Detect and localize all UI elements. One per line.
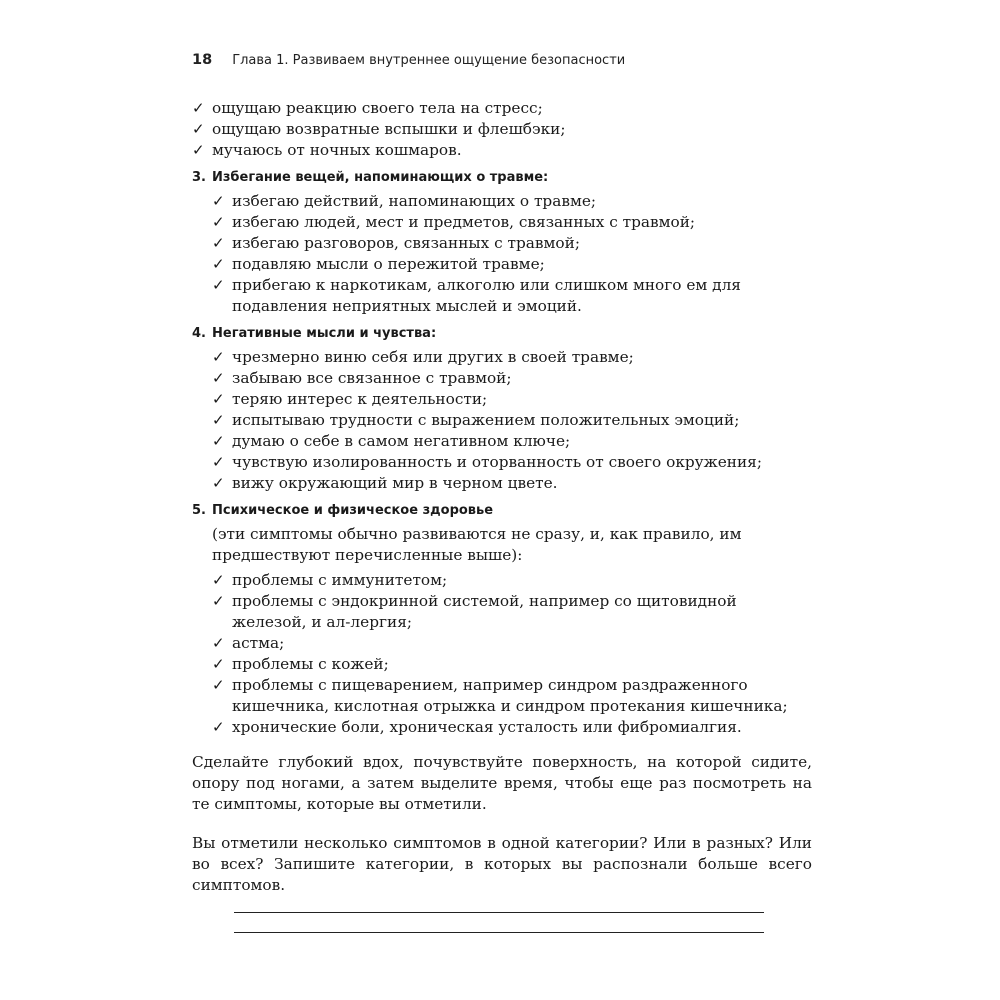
check-item-text: проблемы с пищеварением, например синдром раздраженного кишечника, кислотная отрыжка и синдром протекания кишечника; [232, 676, 788, 715]
section-number: 5. [192, 503, 206, 518]
checkmark-icon: ✓ [212, 592, 225, 610]
section-check-list [212, 347, 812, 494]
checkmark-icon: ✓ [212, 234, 225, 252]
check-item [212, 389, 812, 410]
chapter-title: Глава 1. Развиваем внутреннее ощущение безопасности [232, 53, 626, 68]
check-item [212, 633, 812, 654]
checkmark-icon: ✓ [212, 718, 225, 736]
checkmark-icon: ✓ [212, 276, 225, 294]
running-header [192, 52, 625, 68]
body-paragraph: Сделайте глубокий вдох, почувствуйте поверхность, на которой сидите, опору под ногами, а затем выделите время, чтобы еще раз посмотреть на те симптомы, которые вы отметили. [192, 753, 812, 813]
body-paragraph: Вы отметили несколько симптомов в одной категории? Или в разных? Или во всех? Запишите категории, в которых вы распознали больше всего симптомов. [192, 834, 812, 894]
check-item-text: теряю интерес к деятельности; [232, 390, 488, 408]
check-item [212, 452, 812, 473]
check-item [212, 275, 812, 317]
check-item [212, 410, 812, 431]
section-number: 3. [192, 170, 206, 185]
checkmark-icon: ✓ [212, 634, 225, 652]
checkmark-icon: ✓ [212, 432, 225, 450]
checkmark-icon: ✓ [212, 369, 225, 387]
check-item [212, 591, 812, 633]
check-item [212, 254, 812, 275]
check-item-text: хронические боли, хроническая усталость или фибромиалгия. [232, 718, 742, 736]
section-number: 4. [192, 326, 206, 341]
check-item-text: думаю о себе в самом негативном ключе; [232, 432, 571, 450]
check-item-text: мучаюсь от ночных кошмаров. [212, 141, 462, 159]
check-item-text: избегаю людей, мест и предметов, связанных с травмой; [232, 213, 696, 231]
answer-line[interactable] [234, 912, 764, 913]
checkmark-icon: ✓ [212, 453, 225, 471]
check-item [212, 473, 812, 494]
checkmark-icon: ✓ [192, 99, 205, 117]
check-item-text: астма; [232, 634, 285, 652]
section-title: Негативные мысли и чувства: [212, 326, 437, 341]
check-item-text: избегаю действий, напоминающих о травме; [232, 192, 597, 210]
symptom-section [192, 323, 812, 494]
checkmark-icon: ✓ [212, 474, 225, 492]
check-item [212, 347, 812, 368]
check-item-text: вижу окружающий мир в черном цвете. [232, 474, 558, 492]
check-item-text: ощущаю возвратные вспышки и флешбэки; [212, 120, 566, 138]
check-item [212, 717, 812, 738]
section-content [192, 347, 812, 494]
checkmark-icon: ✓ [212, 192, 225, 210]
symptom-section [192, 167, 812, 317]
check-item [212, 212, 812, 233]
check-item [212, 431, 812, 452]
section-title: Избегание вещей, напоминающих о травме: [212, 170, 549, 185]
checkmark-icon: ✓ [192, 120, 205, 138]
checkmark-icon: ✓ [212, 213, 225, 231]
check-item-text: ощущаю реакцию своего тела на стресс; [212, 99, 543, 117]
checkmark-icon: ✓ [212, 255, 225, 273]
check-item-text: избегаю разговоров, связанных с травмой; [232, 234, 580, 252]
check-item [212, 654, 812, 675]
answer-lines [192, 912, 812, 933]
checkmark-icon: ✓ [212, 571, 225, 589]
checkmark-icon: ✓ [212, 676, 225, 694]
section-content [192, 191, 812, 317]
check-item-text: чрезмерно виню себя или других в своей травме; [232, 348, 634, 366]
section-heading [192, 323, 812, 344]
check-item [212, 191, 812, 212]
section-check-list [212, 570, 812, 738]
paragraphs [192, 752, 812, 896]
check-item-text: забываю все связанное с травмой; [232, 369, 512, 387]
check-item [192, 119, 812, 140]
check-item-text: подавляю мысли о пережитой травме; [232, 255, 545, 273]
check-item [212, 233, 812, 254]
sections [192, 167, 812, 738]
check-item-text: проблемы с кожей; [232, 655, 389, 673]
intro-check-list [192, 98, 812, 161]
section-note: (эти симптомы обычно развиваются не сразу, и, как правило, им предшествуют перечисленные выше): [212, 525, 742, 564]
check-item [212, 368, 812, 389]
check-item [212, 675, 812, 717]
section-title: Психическое и физическое здоровье [212, 503, 494, 518]
section-content [192, 524, 812, 738]
check-item [192, 98, 812, 119]
section-heading [192, 500, 812, 521]
check-item-text: чувствую изолированность и оторванность от своего окружения; [232, 453, 762, 471]
section-heading [192, 167, 812, 188]
check-item-text: испытываю трудности с выражением положительных эмоций; [232, 411, 740, 429]
check-item-text: проблемы с иммунитетом; [232, 571, 448, 589]
answer-line[interactable] [234, 932, 764, 933]
checkmark-icon: ✓ [212, 348, 225, 366]
symptom-section [192, 500, 812, 738]
check-item-text: проблемы с эндокринной системой, например со щитовидной железой, и ал-лергия; [232, 592, 737, 631]
checkmark-icon: ✓ [212, 411, 225, 429]
section-check-list [212, 191, 812, 317]
checkmark-icon: ✓ [212, 390, 225, 408]
check-item [192, 140, 812, 161]
checkmark-icon: ✓ [192, 141, 205, 159]
check-item [212, 570, 812, 591]
page-number: 18 [192, 52, 213, 68]
checkmark-icon: ✓ [212, 655, 225, 673]
check-item-text: прибегаю к наркотикам, алкоголю или слишком много ем для подавления неприятных мыслей и эмоций. [232, 276, 741, 315]
page-body [192, 98, 812, 952]
